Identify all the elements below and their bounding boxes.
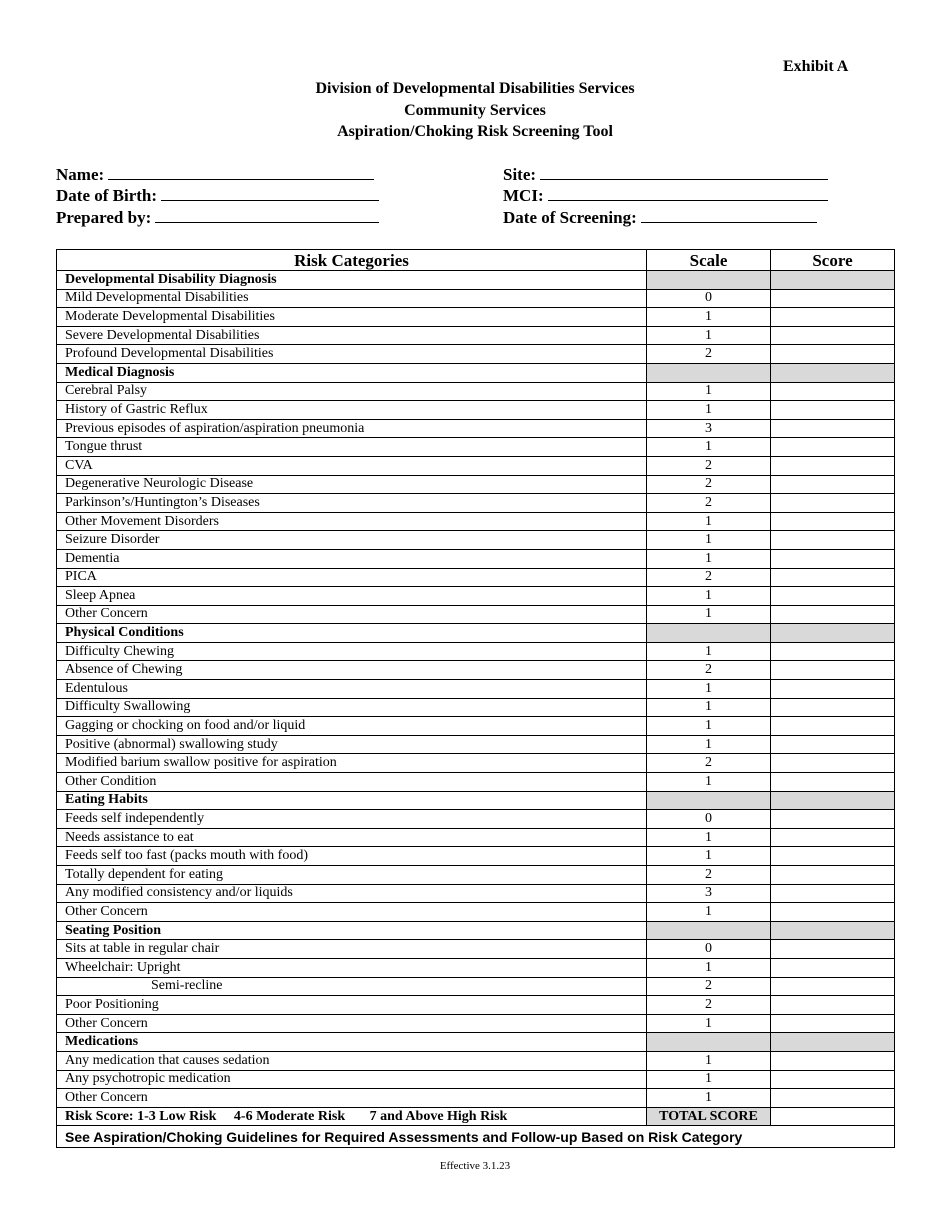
score-cell[interactable] bbox=[771, 754, 895, 773]
total-score-cell[interactable] bbox=[771, 1107, 895, 1126]
table-row bbox=[57, 401, 895, 420]
risk-item-label: Feeds self independently bbox=[57, 810, 647, 829]
table-row bbox=[57, 754, 895, 773]
scale-value: 1 bbox=[647, 531, 771, 550]
name-line[interactable] bbox=[108, 164, 374, 180]
table-row bbox=[57, 531, 895, 550]
risk-item-label: Other Movement Disorders bbox=[57, 512, 647, 531]
scale-header: Scale bbox=[647, 250, 771, 271]
screening-date-line[interactable] bbox=[641, 207, 817, 223]
table-row bbox=[57, 828, 895, 847]
table-row bbox=[57, 680, 895, 699]
risk-item-label: Wheelchair: Upright bbox=[57, 958, 647, 977]
risk-item-label: Totally dependent for eating bbox=[57, 866, 647, 885]
score-cell[interactable] bbox=[771, 903, 895, 922]
risk-item-label: Gagging or chocking on food and/or liquid bbox=[57, 717, 647, 736]
risk-item-label: Cerebral Palsy bbox=[57, 382, 647, 401]
risk-item-label: Any medication that causes sedation bbox=[57, 1051, 647, 1070]
risk-item-label: Other Condition bbox=[57, 773, 647, 792]
dob-field[interactable] bbox=[56, 185, 379, 206]
score-cell[interactable] bbox=[771, 1051, 895, 1070]
table-row bbox=[57, 661, 895, 680]
risk-item-label: Dementia bbox=[57, 549, 647, 568]
category-score-shade bbox=[771, 271, 895, 290]
name-field[interactable] bbox=[56, 164, 374, 185]
score-cell[interactable] bbox=[771, 382, 895, 401]
table-row bbox=[57, 847, 895, 866]
category-scale-shade bbox=[647, 791, 771, 810]
score-cell[interactable] bbox=[771, 735, 895, 754]
table-row bbox=[57, 382, 895, 401]
scale-value: 3 bbox=[647, 419, 771, 438]
score-cell[interactable] bbox=[771, 605, 895, 624]
guidelines-note: See Aspiration/Choking Guidelines for Required Assessments and Follow-up Based on Risk Category bbox=[57, 1126, 895, 1148]
category-title: Developmental Disability Diagnosis bbox=[57, 271, 647, 290]
score-cell[interactable] bbox=[771, 475, 895, 494]
risk-item-label: CVA bbox=[57, 456, 647, 475]
table-row bbox=[57, 903, 895, 922]
scale-value: 1 bbox=[647, 1014, 771, 1033]
table-row bbox=[57, 345, 895, 364]
scale-value: 1 bbox=[647, 605, 771, 624]
score-cell[interactable] bbox=[771, 773, 895, 792]
table-header-row bbox=[57, 250, 895, 271]
score-header: Score bbox=[771, 250, 895, 271]
scale-value: 2 bbox=[647, 456, 771, 475]
scale-value: 1 bbox=[647, 735, 771, 754]
risk-table-body bbox=[57, 271, 895, 1108]
table-row bbox=[57, 773, 895, 792]
category-score-shade bbox=[771, 921, 895, 940]
score-cell[interactable] bbox=[771, 642, 895, 661]
score-cell[interactable] bbox=[771, 549, 895, 568]
scale-value: 1 bbox=[647, 1070, 771, 1089]
risk-item-label: Poor Positioning bbox=[57, 996, 647, 1015]
table-row bbox=[57, 512, 895, 531]
table-row bbox=[57, 940, 895, 959]
risk-item-label: Degenerative Neurologic Disease bbox=[57, 475, 647, 494]
total-score-label: TOTAL SCORE bbox=[647, 1107, 771, 1126]
table-row bbox=[57, 494, 895, 513]
category-title: Seating Position bbox=[57, 921, 647, 940]
table-row bbox=[57, 958, 895, 977]
score-cell[interactable] bbox=[771, 494, 895, 513]
scale-value: 1 bbox=[647, 828, 771, 847]
score-cell[interactable] bbox=[771, 1070, 895, 1089]
title-line-division: Division of Developmental Disabilities Services bbox=[315, 80, 635, 97]
category-scale-shade bbox=[647, 624, 771, 643]
scale-value: 2 bbox=[647, 494, 771, 513]
category-row bbox=[57, 271, 895, 290]
category-row bbox=[57, 791, 895, 810]
name-label: Name: bbox=[56, 165, 105, 184]
table-row bbox=[57, 884, 895, 903]
category-title: Physical Conditions bbox=[57, 624, 647, 643]
score-cell[interactable] bbox=[771, 661, 895, 680]
risk-item-label: Sleep Apnea bbox=[57, 587, 647, 606]
table-row bbox=[57, 717, 895, 736]
category-row bbox=[57, 921, 895, 940]
site-line[interactable] bbox=[540, 164, 828, 180]
site-field[interactable] bbox=[503, 164, 828, 185]
risk-categories-header: Risk Categories bbox=[57, 250, 647, 271]
scale-value: 2 bbox=[647, 661, 771, 680]
score-cell[interactable] bbox=[771, 326, 895, 345]
risk-item-label: Seizure Disorder bbox=[57, 531, 647, 550]
site-label: Site: bbox=[503, 165, 537, 184]
score-cell[interactable] bbox=[771, 698, 895, 717]
guidelines-row bbox=[57, 1126, 895, 1148]
category-scale-shade bbox=[647, 1033, 771, 1052]
score-cell[interactable] bbox=[771, 847, 895, 866]
category-score-shade bbox=[771, 363, 895, 382]
scale-value: 1 bbox=[647, 401, 771, 420]
scale-value: 2 bbox=[647, 866, 771, 885]
score-cell[interactable] bbox=[771, 438, 895, 457]
table-row bbox=[57, 289, 895, 308]
risk-item-label: Absence of Chewing bbox=[57, 661, 647, 680]
scale-value: 1 bbox=[647, 773, 771, 792]
category-score-shade bbox=[771, 791, 895, 810]
score-cell[interactable] bbox=[771, 940, 895, 959]
risk-score-legend: Risk Score: 1-3 Low Risk 4-6 Moderate Risk 7 and Above High Risk bbox=[57, 1107, 647, 1126]
screening-date-label: Date of Screening: bbox=[503, 208, 637, 227]
risk-item-label: Tongue thrust bbox=[57, 438, 647, 457]
document-title bbox=[0, 78, 950, 143]
score-cell[interactable] bbox=[771, 977, 895, 996]
scale-value: 1 bbox=[647, 382, 771, 401]
risk-item-label: PICA bbox=[57, 568, 647, 587]
table-row bbox=[57, 587, 895, 606]
risk-item-label: Positive (abnormal) swallowing study bbox=[57, 735, 647, 754]
scale-value: 0 bbox=[647, 940, 771, 959]
scale-value: 0 bbox=[647, 289, 771, 308]
table-row bbox=[57, 642, 895, 661]
risk-item-label: Any psychotropic medication bbox=[57, 1070, 647, 1089]
scale-value: 1 bbox=[647, 958, 771, 977]
score-cell[interactable] bbox=[771, 401, 895, 420]
scale-value: 2 bbox=[647, 977, 771, 996]
scale-value: 1 bbox=[647, 438, 771, 457]
score-cell[interactable] bbox=[771, 810, 895, 829]
mci-label: MCI: bbox=[503, 186, 544, 205]
scale-value: 1 bbox=[647, 680, 771, 699]
score-cell[interactable] bbox=[771, 419, 895, 438]
risk-legend-row bbox=[57, 1107, 895, 1126]
category-score-shade bbox=[771, 1033, 895, 1052]
table-row bbox=[57, 568, 895, 587]
exhibit-label: Exhibit A bbox=[783, 58, 849, 75]
table-row bbox=[57, 735, 895, 754]
category-row bbox=[57, 624, 895, 643]
score-cell[interactable] bbox=[771, 884, 895, 903]
score-cell[interactable] bbox=[771, 866, 895, 885]
risk-table bbox=[56, 249, 895, 1148]
title-line-community: Community Services bbox=[404, 101, 546, 119]
scale-value: 1 bbox=[647, 587, 771, 606]
table-row bbox=[57, 308, 895, 327]
table-row bbox=[57, 475, 895, 494]
score-cell[interactable] bbox=[771, 587, 895, 606]
risk-item-label: Severe Developmental Disabilities bbox=[57, 326, 647, 345]
score-cell[interactable] bbox=[771, 828, 895, 847]
prepared-by-label: Prepared by: bbox=[56, 208, 152, 227]
table-row bbox=[57, 866, 895, 885]
score-cell[interactable] bbox=[771, 345, 895, 364]
scale-value: 1 bbox=[647, 549, 771, 568]
scale-value: 2 bbox=[647, 754, 771, 773]
risk-item-label: Moderate Developmental Disabilities bbox=[57, 308, 647, 327]
risk-item-label: History of Gastric Reflux bbox=[57, 401, 647, 420]
risk-item-label: Needs assistance to eat bbox=[57, 828, 647, 847]
score-cell[interactable] bbox=[771, 512, 895, 531]
category-scale-shade bbox=[647, 363, 771, 382]
category-scale-shade bbox=[647, 271, 771, 290]
scale-value: 1 bbox=[647, 1051, 771, 1070]
scale-value: 2 bbox=[647, 996, 771, 1015]
score-cell[interactable] bbox=[771, 1089, 895, 1108]
mci-line[interactable] bbox=[548, 185, 828, 201]
risk-item-label: Difficulty Swallowing bbox=[57, 698, 647, 717]
table-row bbox=[57, 1014, 895, 1033]
category-title: Eating Habits bbox=[57, 791, 647, 810]
score-cell[interactable] bbox=[771, 456, 895, 475]
title-line-tool: Aspiration/Choking Risk Screening Tool bbox=[337, 123, 613, 141]
scale-value: 1 bbox=[647, 642, 771, 661]
scale-value: 1 bbox=[647, 326, 771, 345]
risk-item-label: Profound Developmental Disabilities bbox=[57, 345, 647, 364]
scale-value: 1 bbox=[647, 512, 771, 531]
table-row bbox=[57, 438, 895, 457]
scale-value: 1 bbox=[647, 717, 771, 736]
mci-field[interactable] bbox=[503, 185, 828, 206]
scale-value: 2 bbox=[647, 568, 771, 587]
prepared-by-line[interactable] bbox=[155, 207, 379, 223]
score-cell[interactable] bbox=[771, 308, 895, 327]
scale-value: 2 bbox=[647, 475, 771, 494]
table-row bbox=[57, 1070, 895, 1089]
risk-item-label: Any modified consistency and/or liquids bbox=[57, 884, 647, 903]
scale-value: 2 bbox=[647, 345, 771, 364]
category-score-shade bbox=[771, 624, 895, 643]
table-row bbox=[57, 977, 895, 996]
risk-item-label: Mild Developmental Disabilities bbox=[57, 289, 647, 308]
score-cell[interactable] bbox=[771, 531, 895, 550]
effective-date: Effective 3.1.23 bbox=[439, 1160, 511, 1172]
scale-value: 1 bbox=[647, 308, 771, 327]
table-row bbox=[57, 996, 895, 1015]
dob-label: Date of Birth: bbox=[56, 186, 158, 205]
risk-item-label: Parkinson’s/Huntington’s Diseases bbox=[57, 494, 647, 513]
scale-value: 1 bbox=[647, 847, 771, 866]
table-row bbox=[57, 698, 895, 717]
category-title: Medical Diagnosis bbox=[57, 363, 647, 382]
category-row bbox=[57, 363, 895, 382]
table-row bbox=[57, 605, 895, 624]
scale-value: 1 bbox=[647, 698, 771, 717]
table-row bbox=[57, 810, 895, 829]
risk-item-label: Other Concern bbox=[57, 1089, 647, 1108]
table-row bbox=[57, 1089, 895, 1108]
dob-line[interactable] bbox=[161, 185, 379, 201]
score-cell[interactable] bbox=[771, 289, 895, 308]
table-row bbox=[57, 456, 895, 475]
score-cell[interactable] bbox=[771, 1014, 895, 1033]
score-cell[interactable] bbox=[771, 568, 895, 587]
risk-item-label: Sits at table in regular chair bbox=[57, 940, 647, 959]
risk-item-label: Difficulty Chewing bbox=[57, 642, 647, 661]
risk-item-label: Edentulous bbox=[57, 680, 647, 699]
risk-item-label: Other Concern bbox=[57, 903, 647, 922]
risk-item-label: Feeds self too fast (packs mouth with food) bbox=[57, 847, 647, 866]
score-cell[interactable] bbox=[771, 717, 895, 736]
category-scale-shade bbox=[647, 921, 771, 940]
table-row bbox=[57, 326, 895, 345]
scale-value: 0 bbox=[647, 810, 771, 829]
risk-item-label: Previous episodes of aspiration/aspiration pneumonia bbox=[57, 419, 647, 438]
score-cell[interactable] bbox=[771, 680, 895, 699]
scale-value: 1 bbox=[647, 903, 771, 922]
table-row bbox=[57, 1051, 895, 1070]
scale-value: 3 bbox=[647, 884, 771, 903]
score-cell[interactable] bbox=[771, 958, 895, 977]
prepared-by-field[interactable] bbox=[56, 207, 379, 228]
screening-date-field[interactable] bbox=[503, 207, 817, 228]
score-cell[interactable] bbox=[771, 996, 895, 1015]
category-title: Medications bbox=[57, 1033, 647, 1052]
risk-item-label: Other Concern bbox=[57, 1014, 647, 1033]
table-row bbox=[57, 419, 895, 438]
risk-item-label: Modified barium swallow positive for aspiration bbox=[57, 754, 647, 773]
risk-item-label: Other Concern bbox=[57, 605, 647, 624]
risk-item-label: Semi-recline bbox=[57, 977, 647, 996]
category-row bbox=[57, 1033, 895, 1052]
scale-value: 1 bbox=[647, 1089, 771, 1108]
table-row bbox=[57, 549, 895, 568]
